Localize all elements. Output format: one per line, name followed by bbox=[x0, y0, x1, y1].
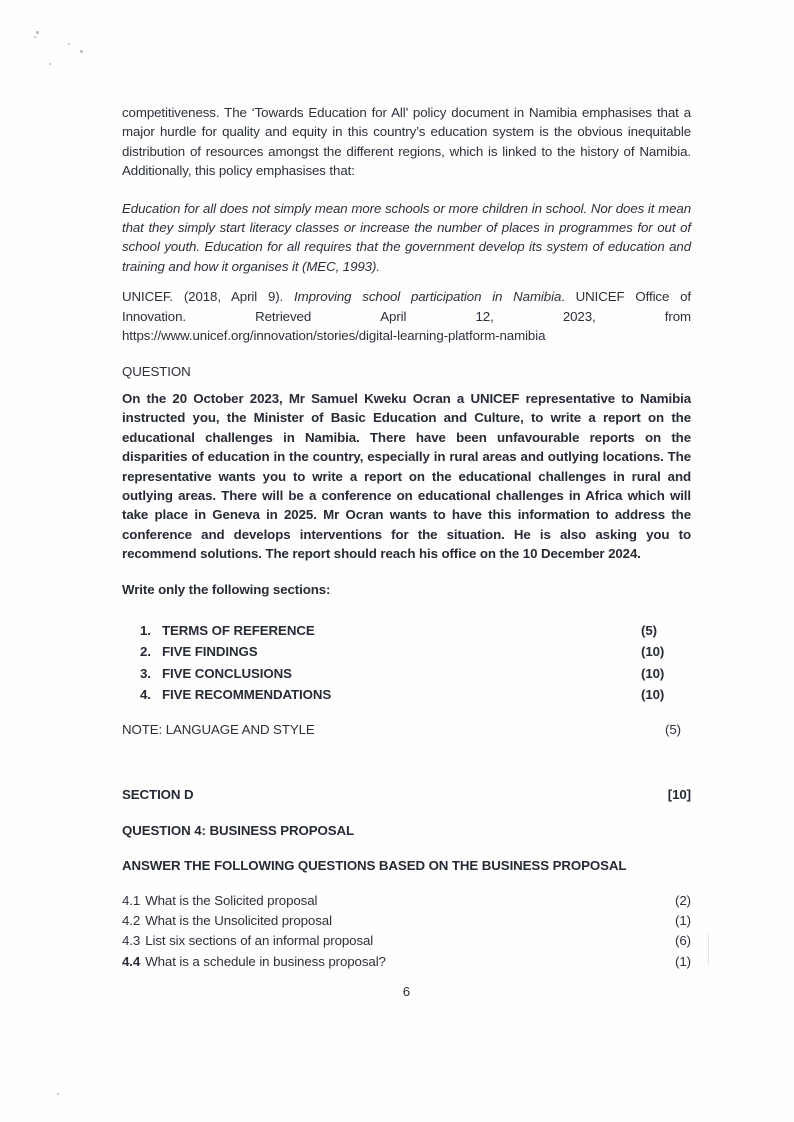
question-4-title: QUESTION 4: BUSINESS PROPOSAL bbox=[122, 822, 355, 838]
question-item-marks: (6) bbox=[675, 933, 691, 949]
citation-reference bbox=[122, 287, 691, 345]
question-item-number: 4.2 bbox=[122, 912, 141, 928]
section-item-marks: (10) bbox=[641, 665, 665, 681]
scan-speck bbox=[36, 31, 39, 34]
question-item-marks: (1) bbox=[675, 912, 691, 928]
section-item-label: FIVE FINDINGS bbox=[162, 644, 258, 660]
question-item-number: 4.1 bbox=[122, 892, 141, 908]
citation-word: from bbox=[664, 308, 691, 324]
note-row bbox=[122, 720, 691, 739]
document-content bbox=[122, 103, 691, 972]
section-item-number: 3. bbox=[140, 665, 151, 681]
citation-line-1 bbox=[122, 287, 691, 306]
page-number: 6 bbox=[402, 984, 411, 999]
question-item-marks: (2) bbox=[675, 892, 691, 908]
section-d-heading bbox=[122, 785, 691, 804]
section-d-marks: [10] bbox=[667, 787, 691, 803]
scan-speck bbox=[49, 63, 51, 65]
section-item-number: 1. bbox=[140, 622, 151, 638]
scan-mark bbox=[708, 933, 709, 965]
note-label: NOTE: LANGUAGE AND STYLE bbox=[122, 721, 315, 737]
scan-speck bbox=[34, 36, 36, 38]
citation-author-date: UNICEF. (2018, April 9). bbox=[122, 289, 294, 305]
question-item-text: What is the Unsolicited proposal bbox=[145, 912, 332, 928]
citation-word: 2023, bbox=[562, 308, 596, 324]
citation-publisher: . UNICEF Office of bbox=[561, 289, 691, 305]
scan-speck bbox=[57, 1093, 59, 1095]
sections-list bbox=[122, 620, 691, 706]
question-heading: QUESTION bbox=[122, 364, 191, 380]
citation-title: Improving school participation in Namibia bbox=[294, 289, 562, 305]
section-item-label: FIVE CONCLUSIONS bbox=[162, 665, 292, 681]
intro-paragraph: competitiveness. The ‘Towards Education for All’ policy document in Namibia emphasises that a major hurdle for quality and equity in this country’s education system is the obvious inequitable distribution of resources amongst the different regions, which is linked to the history of Namibia. Additionally, this policy emphasises that: bbox=[122, 105, 691, 179]
section-item-label: TERMS OF REFERENCE bbox=[162, 622, 315, 638]
question-4-instruction: ANSWER THE FOLLOWING QUESTIONS BASED ON THE BUSINESS PROPOSAL bbox=[122, 858, 627, 874]
citation-word: 12, bbox=[475, 308, 494, 324]
question-item bbox=[122, 931, 691, 951]
section-item-marks: (5) bbox=[641, 622, 657, 638]
section-item-number: 4. bbox=[140, 687, 151, 703]
citation-url: https://www.unicef.org/innovation/stories/digital-learning-platform-namibia bbox=[122, 328, 546, 344]
question-item-number: 4.3 bbox=[122, 933, 141, 949]
scan-speck bbox=[80, 50, 83, 53]
citation-line-2 bbox=[122, 307, 691, 326]
question-item bbox=[122, 891, 691, 911]
section-item-number: 2. bbox=[140, 644, 151, 660]
citation-word: Innovation. bbox=[122, 308, 186, 324]
question-item-text: List six sections of an informal proposal bbox=[145, 933, 374, 949]
question-item-number: 4.4 bbox=[122, 953, 141, 969]
question-item-marks: (1) bbox=[675, 953, 691, 969]
quote-paragraph: Education for all does not simply mean more schools or more children in school. Nor does it mean that they simply start literacy classes or increase the number of places in programmes for out of school youth. Education for all requires that the government develop its system of education and training and how it organises it (MEC, 1993). bbox=[122, 200, 691, 274]
scan-speck bbox=[68, 43, 70, 45]
question-item-text: What is the Solicited proposal bbox=[145, 892, 318, 908]
question-item bbox=[122, 911, 691, 931]
section-d-title: SECTION D bbox=[122, 787, 194, 803]
question-4-items bbox=[122, 891, 691, 973]
section-list-item bbox=[122, 620, 691, 642]
question-item-text: What is a schedule in business proposal? bbox=[145, 953, 386, 969]
citation-word: April bbox=[380, 308, 407, 324]
section-item-marks: (10) bbox=[641, 687, 665, 703]
section-list-item bbox=[122, 641, 691, 663]
section-list-item bbox=[122, 684, 691, 706]
citation-word: Retrieved bbox=[255, 308, 312, 324]
sections-intro: Write only the following sections: bbox=[122, 581, 331, 597]
note-marks: (5) bbox=[665, 721, 681, 737]
question-body-paragraph: On the 20 October 2023, Mr Samuel Kweku Ocran a UNICEF representative to Namibia instructed you, the Minister of Basic Education and Culture, to write a report on the educational challenges in Namibia. There have been unfavourable reports on the disparities of education in the country, especially in rural areas and outlying locations. The representative wants you to write a report on the educational challenges in rural and outlying areas. There will be a conference on educational challenges in Africa which will take place in Geneva in 2025. Mr Ocran wants to have this information to address the conference and develops interventions for the situation. He is also asking you to recommend solutions. The report should reach his office on the 10 December 2024. bbox=[122, 390, 691, 562]
section-item-label: FIVE RECOMMENDATIONS bbox=[162, 687, 332, 703]
question-item bbox=[122, 952, 691, 972]
section-item-marks: (10) bbox=[641, 644, 665, 660]
section-list-item bbox=[122, 663, 691, 685]
